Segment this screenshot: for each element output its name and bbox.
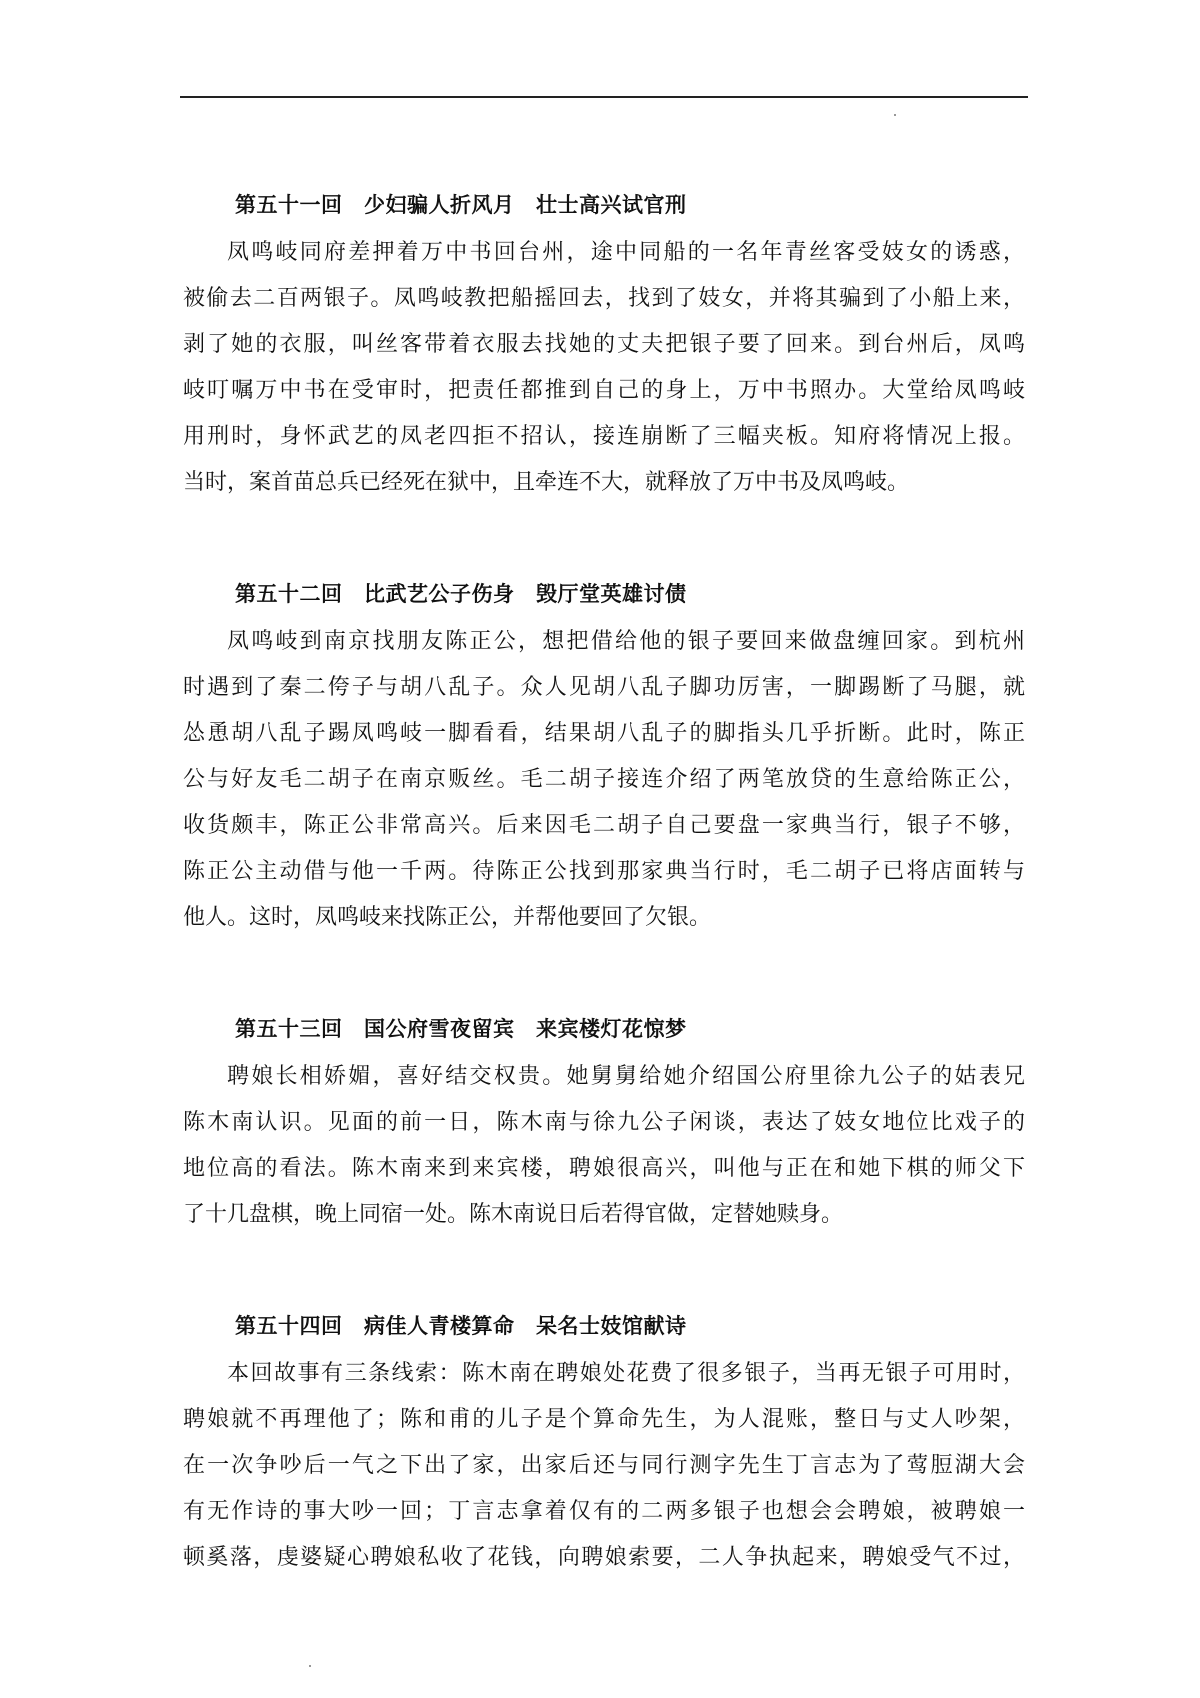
- text-line: 用刑时，身怀武艺的凤老四拒不招认，接连崩断了三幅夹板。知府将情况上报。: [183, 424, 1025, 449]
- text-line: 凤鸣岐同府差押着万中书回台州，途中同船的一名年青丝客受妓女的诱惑，: [227, 240, 1025, 265]
- text-line: 聘娘就不再理他了；陈和甫的儿子是个算命先生，为人混账，整日与丈人吵架，: [183, 1407, 1025, 1432]
- chapter-title: 第五十二回 比武艺公子伤身 毁厅堂英雄讨债: [235, 581, 687, 606]
- chapter-summary: [183, 230, 1025, 506]
- text-line: 了十几盘棋，晚上同宿一处。陈木南说日后若得官做，定替她赎身。: [183, 1202, 844, 1227]
- text-line: 在一次争吵后一气之下出了家，出家后还与同行测字先生丁言志为了莺脰湖大会: [183, 1453, 1025, 1478]
- text-line: 有无作诗的事大吵一回；丁言志拿着仅有的二两多银子也想会会聘娘，被聘娘一: [183, 1499, 1025, 1524]
- text-line: 剥了她的衣服，叫丝客带着衣服去找她的丈夫把银子要了回来。到台州后，凤鸣: [183, 332, 1025, 357]
- text-line: 时遇到了秦二侉子与胡八乱子。众人见胡八乱子脚功厉害，一脚踢断了马腿，就: [183, 675, 1025, 700]
- chapter-summary: [183, 619, 1025, 941]
- text-line: 地位高的看法。陈木南来到来宾楼，聘娘很高兴，叫他与正在和她下棋的师父下: [183, 1156, 1025, 1181]
- text-line: 陈正公主动借与他一千两。待陈正公找到那家典当行时，毛二胡子已将店面转与: [183, 859, 1025, 884]
- scan-speck: [894, 114, 896, 116]
- chapter-summary: [183, 1054, 1025, 1238]
- chapter-summary: [183, 1351, 1025, 1581]
- document-body: [183, 187, 1025, 1651]
- text-line: 岐叮嘱万中书在受审时，把责任都推到自己的身上，万中书照办。大堂给凤鸣岐: [183, 378, 1025, 403]
- scan-speck: [309, 1665, 311, 1667]
- chapter-title: 第五十三回 国公府雪夜留宾 来宾楼灯花惊梦: [235, 1016, 687, 1041]
- header-rule: [180, 96, 1028, 98]
- text-line: 陈木南认识。见面的前一日，陈木南与徐九公子闲谈，表达了妓女地位比戏子的: [183, 1110, 1025, 1135]
- chapter-54: [183, 1308, 1025, 1581]
- chapter-title: 第五十一回 少妇骗人折风月 壮士高兴试官刑: [235, 192, 687, 217]
- text-line: 本回故事有三条线索：陈木南在聘娘处花费了很多银子，当再无银子可用时，: [227, 1361, 1025, 1386]
- text-line: 他人。这时，凤鸣岐来找陈正公，并帮他要回了欠银。: [183, 905, 712, 930]
- chapter-53: [183, 1011, 1025, 1238]
- text-line: 当时，案首苗总兵已经死在狱中，且牵连不大，就释放了万中书及凤鸣岐。: [183, 470, 910, 495]
- text-line: 公与好友毛二胡子在南京贩丝。毛二胡子接连介绍了两笔放贷的生意给陈正公，: [183, 767, 1025, 792]
- text-line: 被偷去二百两银子。凤鸣岐教把船摇回去，找到了妓女，并将其骗到了小船上来，: [183, 286, 1025, 311]
- chapter-51: [183, 187, 1025, 506]
- chapter-title: 第五十四回 病佳人青楼算命 呆名士妓馆献诗: [235, 1313, 687, 1338]
- text-line: 顿奚落，虔婆疑心聘娘私收了花钱，向聘娘索要，二人争执起来，聘娘受气不过，: [183, 1545, 1025, 1570]
- chapter-52: [183, 576, 1025, 941]
- text-line: 凤鸣岐到南京找朋友陈正公，想把借给他的银子要回来做盘缠回家。到杭州: [227, 629, 1025, 654]
- text-line: 怂恿胡八乱子踢凤鸣岐一脚看看，结果胡八乱子的脚指头几乎折断。此时，陈正: [183, 721, 1025, 746]
- text-line: 聘娘长相娇媚，喜好结交权贵。她舅舅给她介绍国公府里徐九公子的姑表兄: [227, 1064, 1025, 1089]
- text-line: 收货颇丰，陈正公非常高兴。后来因毛二胡子自己要盘一家典当行，银子不够，: [183, 813, 1025, 838]
